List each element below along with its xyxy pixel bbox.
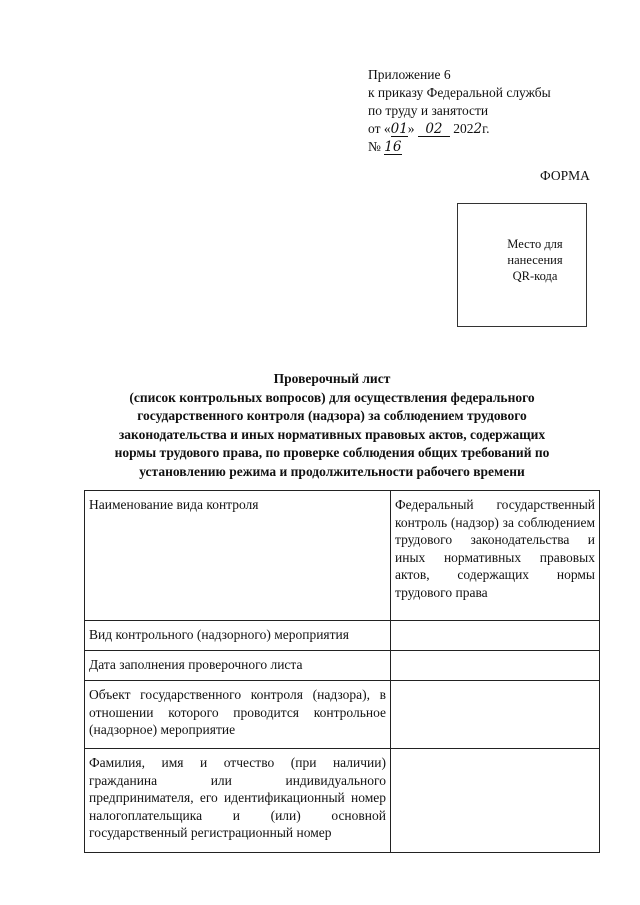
handwritten-month: 02 xyxy=(418,122,450,137)
checklist-table xyxy=(84,490,600,853)
table-row xyxy=(85,491,600,621)
row-value xyxy=(391,651,600,681)
qr-code-placeholder xyxy=(457,203,587,327)
handwritten-day: 01 xyxy=(390,121,408,137)
appendix-line: Приложение 6 xyxy=(368,67,451,82)
row-value xyxy=(391,621,600,651)
appendix-header xyxy=(368,66,608,156)
document-title: Проверочный лист (список контрольных вопросов) для осуществления федерального государственного контроля (надзора) за соблюдением трудового законодательства и иных нормативных правовых актов, содержащих нормы трудового права, по проверке соблюдения общих требований по установлению режима и продолжительности рабочего времени xyxy=(114,371,550,479)
row-label: Фамилия, имя и отчество (при наличии) гражданина или индивидуального предпринимателя, его идентификационный номер налогоплательщика и (или) основной государственный регистрационный номер xyxy=(85,749,391,853)
table-row xyxy=(85,681,600,749)
handwritten-number: 16 xyxy=(384,139,402,155)
row-label: Наименование вида контроля xyxy=(85,491,391,621)
appendix-line: по труду и занятости xyxy=(368,103,489,118)
table-row xyxy=(85,651,600,681)
appendix-number: № 16 xyxy=(368,139,402,155)
form-label: ФОРМА xyxy=(540,168,590,183)
qr-placeholder-text: Место для нанесения QR-кода xyxy=(507,237,563,283)
row-value: Федеральный государственный контроль (надзор) за соблюдением трудового законодательства и иных нормативных правовых актов, содержащих нормы трудового права xyxy=(391,491,600,621)
table-row xyxy=(85,749,600,853)
appendix-date: от «01» 02 2022г. xyxy=(368,121,490,137)
row-label: Дата заполнения проверочного листа xyxy=(85,651,391,681)
row-label: Вид контрольного (надзорного) мероприятия xyxy=(85,621,391,651)
row-label: Объект государственного контроля (надзора), в отношении которого проводится контрольное (надзорное) мероприятие xyxy=(85,681,391,749)
row-value xyxy=(391,681,600,749)
table-row xyxy=(85,621,600,651)
row-value xyxy=(391,749,600,853)
handwritten-year-digit: 2 xyxy=(473,121,483,137)
appendix-line: к приказу Федеральной службы xyxy=(368,85,551,100)
